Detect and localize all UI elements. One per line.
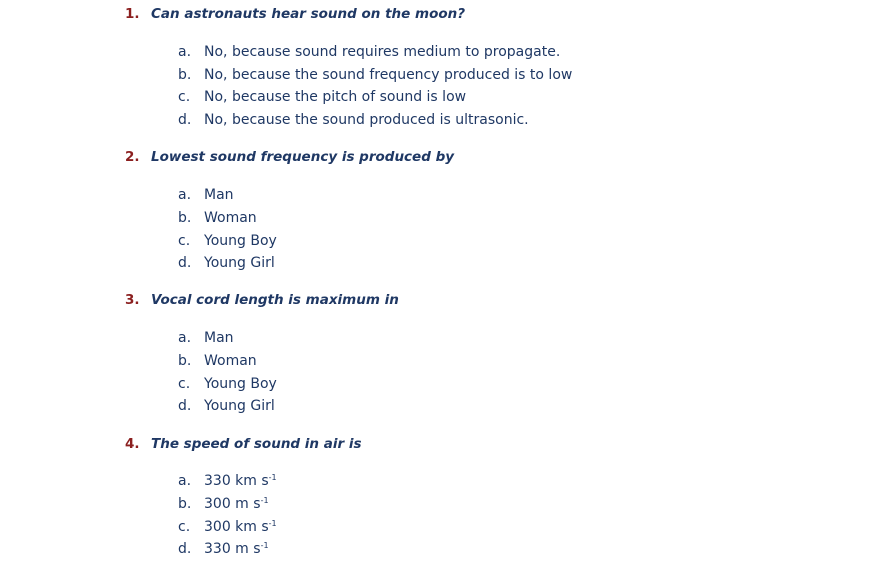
- question-number: 1.: [125, 6, 140, 22]
- question-3: [125, 290, 399, 310]
- option-1a: [178, 42, 560, 62]
- option-3b: [178, 351, 257, 371]
- option-text: Woman: [204, 210, 257, 226]
- option-2d: [178, 253, 275, 273]
- option-letter: a.: [178, 330, 192, 346]
- option-letter: d.: [178, 541, 192, 557]
- option-text: No, because the sound produced is ultrasonic.: [204, 112, 529, 128]
- option-text: Young Girl: [204, 398, 275, 414]
- option-superscript: -1: [268, 473, 277, 482]
- option-letter: a.: [178, 187, 192, 203]
- option-letter: c.: [178, 376, 191, 392]
- option-text: Woman: [204, 353, 257, 369]
- option-letter: b.: [178, 210, 192, 226]
- question-1: [125, 4, 465, 24]
- option-text: Young Boy: [204, 376, 277, 392]
- option-1b: [178, 65, 572, 85]
- option-text: 300 km s: [204, 519, 269, 535]
- option-letter: d.: [178, 255, 192, 271]
- option-text: No, because the pitch of sound is low: [204, 89, 467, 105]
- question-text: Lowest sound frequency is produced by: [151, 149, 455, 165]
- option-1d: [178, 110, 529, 130]
- option-superscript: -1: [268, 519, 277, 528]
- option-4a: [178, 471, 277, 491]
- option-4b: [178, 494, 269, 514]
- option-letter: b.: [178, 67, 192, 83]
- option-2c: [178, 231, 277, 251]
- option-letter: d.: [178, 112, 192, 128]
- option-text: 300 m s: [204, 496, 261, 512]
- option-text: 330 m s: [204, 541, 261, 557]
- option-4d: [178, 539, 269, 559]
- question-number: 4.: [125, 436, 140, 452]
- option-letter: c.: [178, 233, 191, 249]
- option-letter: c.: [178, 519, 191, 535]
- option-3d: [178, 396, 275, 416]
- option-text: Young Girl: [204, 255, 275, 271]
- question-number: 3.: [125, 292, 140, 308]
- option-1c: [178, 87, 466, 107]
- option-text: 330 km s: [204, 473, 269, 489]
- option-letter: b.: [178, 496, 192, 512]
- option-4c: [178, 517, 277, 537]
- option-letter: a.: [178, 473, 192, 489]
- option-letter: c.: [178, 89, 191, 105]
- question-text: The speed of sound in air is: [151, 436, 362, 452]
- question-text: Vocal cord length is maximum in: [151, 292, 399, 308]
- option-superscript: -1: [260, 541, 269, 550]
- option-text: Man: [204, 187, 234, 203]
- question-number: 2.: [125, 149, 140, 165]
- question-4: [125, 434, 362, 454]
- option-2b: [178, 208, 257, 228]
- option-2a: [178, 185, 234, 205]
- option-text: Young Boy: [204, 233, 277, 249]
- option-letter: d.: [178, 398, 192, 414]
- option-text: No, because the sound frequency produced is to low: [204, 67, 573, 83]
- question-text: Can astronauts hear sound on the moon?: [151, 6, 466, 22]
- option-letter: a.: [178, 44, 192, 60]
- option-letter: b.: [178, 353, 192, 369]
- option-3c: [178, 374, 277, 394]
- question-2: [125, 147, 454, 167]
- option-text: No, because sound requires medium to propagate.: [204, 44, 561, 60]
- option-superscript: -1: [260, 496, 269, 505]
- option-text: Man: [204, 330, 234, 346]
- option-3a: [178, 328, 234, 348]
